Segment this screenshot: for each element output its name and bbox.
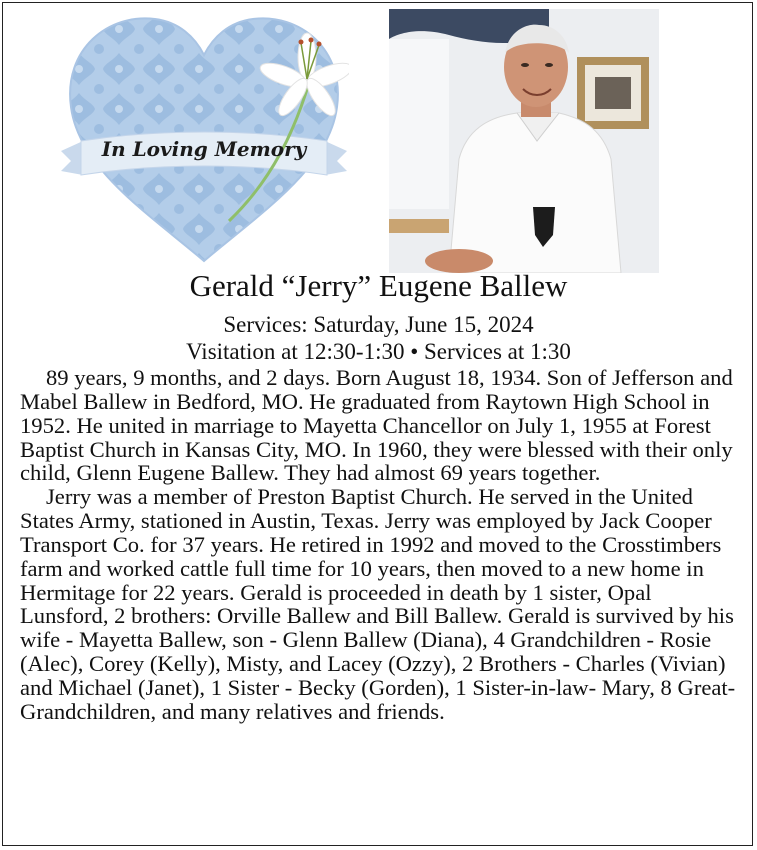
obituary-paragraph-2: Jerry was a member of Preston Baptist Church. He served in the United States Army, stationed in Austin, Texas. Jerry was employed by Jack Cooper Transport Co. for 37 years. He retired in 1992 and moved to the Crosstimbers farm and worked cattle full time for 10 years, then moved to a new home in Hermitage for 22 years. Gerald is proceeded in death by 1 sister, Opal Lunsford, 2 brothers: Orville Ballew and Bill Ballew. Gerald is survived by his wife - Mayetta Ballew, son - Glenn Ballew (Diana), 4 Grandchildren - Rosie (Alec), Corey (Kelly), Misty, and Lacey (Ozzy), 2 Brothers - Charles (Vivian) and Michael (Janet), 1 Sister - Becky (Gorden), 1 Sister-in-law- Mary, 8 Great-Grandchildren, and many relatives and friends. — [20, 484, 736, 724]
portrait-photo — [389, 9, 659, 273]
visitation-times-line: Visitation at 12:30-1:30 • Services at 1:30 — [186, 339, 571, 364]
memorial-heart-graphic — [59, 9, 349, 269]
obituary-paragraph-1: 89 years, 9 months, and 2 days. Born August 18, 1934. Son of Jefferson and Mabel Ballew in Bedford, MO. He graduated from Raytown High School in 1952. He united in marriage to Mayetta Chancellor on July 1, 1955 at Forest Baptist Church in Kansas City, MO. In 1960, they were blessed with their only child, Glenn Eugene Ballew. They had almost 69 years together. — [20, 365, 733, 486]
obituary-body — [20, 366, 740, 724]
deceased-name: Gerald “Jerry” Eugene Ballew — [189, 268, 568, 303]
services-date-line: Services: Saturday, June 15, 2024 — [223, 312, 534, 337]
in-loving-memory-banner: In Loving Memory — [101, 137, 307, 161]
portrait-image — [389, 9, 659, 273]
